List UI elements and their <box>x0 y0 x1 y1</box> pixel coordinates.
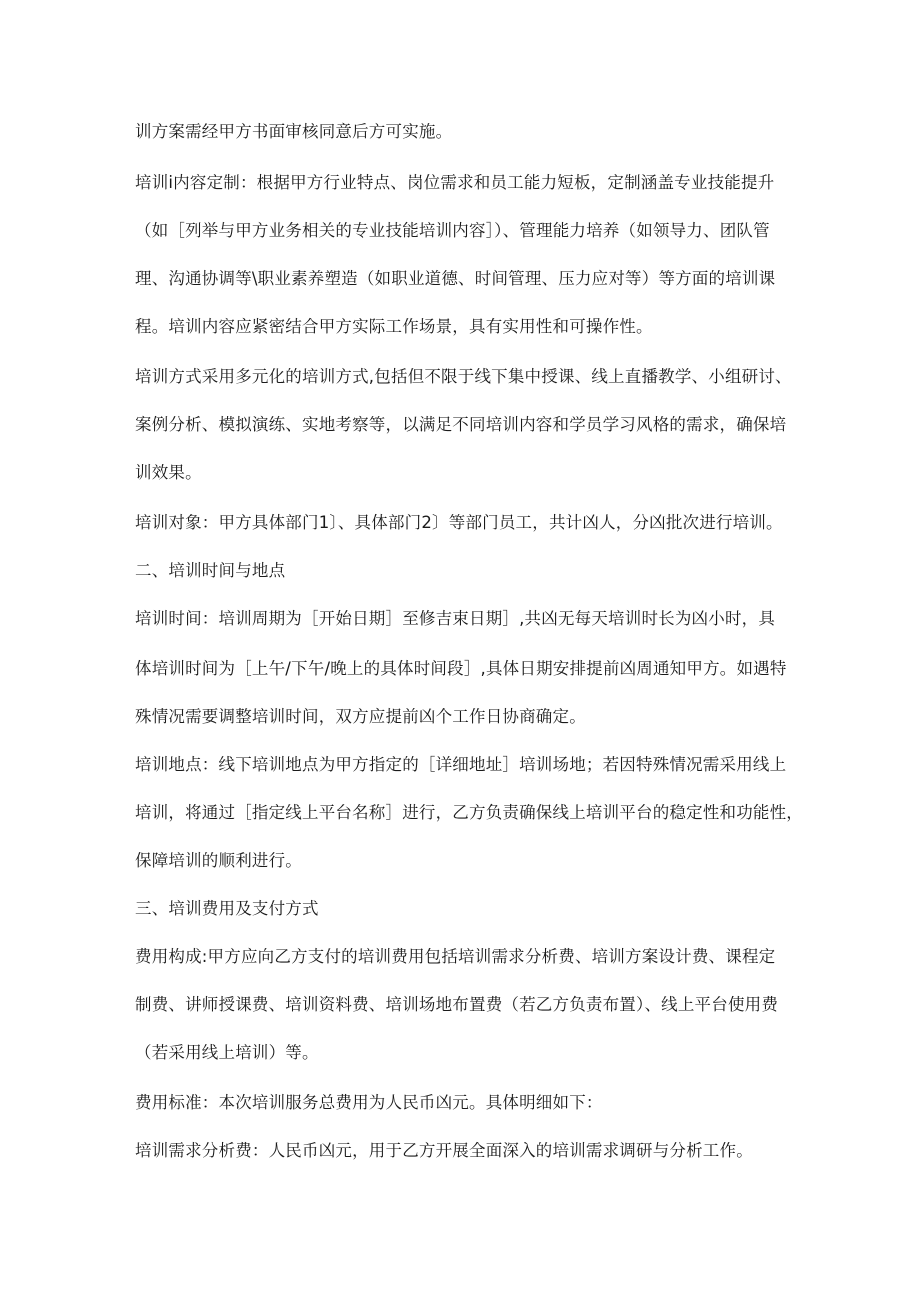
text-line: （如［列举与甲方业务相关的专业技能培训内容］）、管理能力培养（如领导力、团队管 <box>135 221 770 240</box>
text-line: 程。培训内容应紧密结合甲方实际工作场景，具有实用性和可操作性。 <box>135 317 653 336</box>
text-line: 培训方式采用多元化的培训方式,包括但不限于线下集中授课、线上直播教学、小组研讨、 <box>135 367 792 386</box>
text-line: 培训需求分析费：人民币凶元，用于乙方开展全面深入的培训需求调研与分析工作。 <box>135 1141 753 1160</box>
text-line: 训方案需经甲方书面审核同意后方可实施。 <box>135 122 453 141</box>
section-heading: 二、培训时间与地点 <box>135 561 286 580</box>
text-line: 培训，将通过［指定线上平台名称］进行，乙方负责确保线上培训平台的稳定性和功能性， <box>135 803 803 822</box>
text-line: 培训i内容定制：根据甲方行业特点、岗位需求和员工能力短板，定制涵盖专业技能提升 <box>135 173 775 192</box>
text-line: 培训地点：线下培训地点为甲方指定的［详细地址］培训场地；若因特殊情况需采用线上 <box>135 755 787 774</box>
text-line: 费用构成:甲方应向乙方支付的培训费用包括培训需求分析费、培训方案设计费、课程定 <box>135 947 776 966</box>
text-line: 培训对象：甲方具体部门1〕、具体部门2〕等部门员工，共计凶人，分凶批次进行培训。 <box>135 513 783 532</box>
text-line: 殊情况需要调整培训时间，双方应提前凶个工作日协商确定。 <box>135 707 586 726</box>
text-line: 体培训时间为［上午/下午/晚上的具体时间段］,具体日期安排提前凶周通知甲方。如遇特 <box>135 659 787 678</box>
text-line: 理、沟通协调等\职业素养塑造（如职业道德、时间管理、压力应对等）等方面的培训课 <box>135 269 776 288</box>
text-line: 保障培训的顺利进行。 <box>135 851 302 870</box>
text-line: 费用标准：本次培训服务总费用为人民币凶元。具体明细如下： <box>135 1093 603 1112</box>
text-line: 训效果。 <box>135 463 202 482</box>
text-line: 培训时间：培训周期为［开始日期］至修吉束日期］,共凶无每天培训时长为凶小时，具 <box>135 609 776 628</box>
text-line: 制费、讲师授课费、培训资料费、培训场地布置费（若乙方负责布置）、线上平台使用费 <box>135 995 779 1014</box>
text-line: 案例分析、模拟演练、实地考察等，以满足不同培训内容和学员学习风格的需求，确保培 <box>135 415 787 434</box>
text-line: （若采用线上培训）等。 <box>135 1043 319 1062</box>
section-heading: 三、培训费用及支付方式 <box>135 899 319 918</box>
